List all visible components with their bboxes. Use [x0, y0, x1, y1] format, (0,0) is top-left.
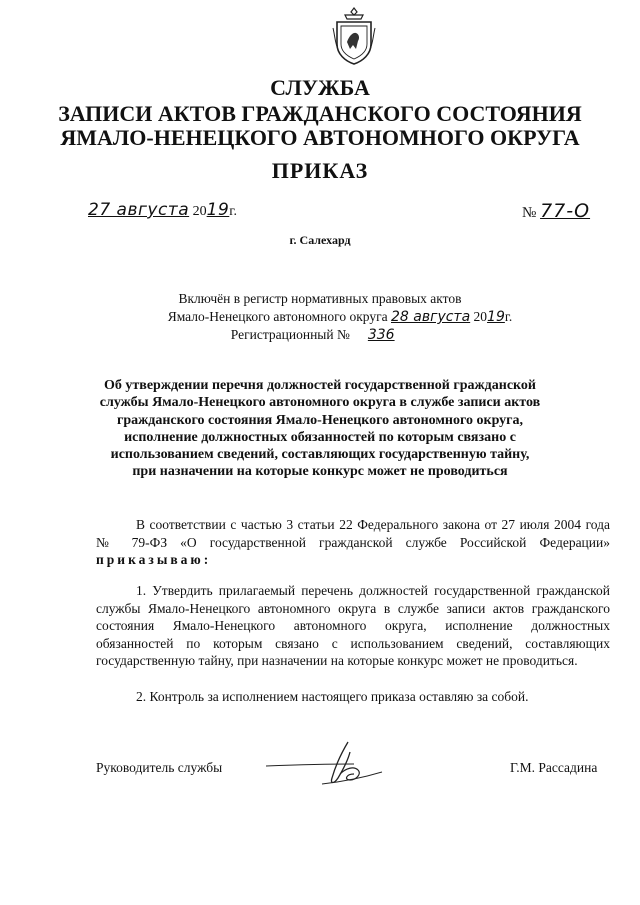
org-title-line1: СЛУЖБА — [270, 75, 370, 100]
registration-line1: Включён в регистр нормативных правовых актов — [178, 291, 462, 306]
number-sign: № — [522, 205, 537, 221]
order-word: приказываю: — [96, 552, 212, 567]
document-type-heading: ПРИКАЗ — [271, 158, 369, 183]
year-handwritten: 19 — [206, 200, 230, 220]
date-handwritten: 27 августа — [88, 200, 190, 220]
signatory-name: Г.М. Рассадина — [510, 760, 598, 775]
registration-line2: Ямало-Ненецкого автономного округа 28 августа 2019г. — [167, 309, 513, 325]
order-number — [522, 200, 590, 222]
city-label: г. Салехард — [289, 233, 351, 247]
order-item-1: 1. Утвердить прилагаемый перечень должностей государственной гражданской службы Ямало-Ненецкого автономного округа в службе записи актов гражданского состояния Ямало-Ненецкого автономного округа, исполнение должностных обязанностей по которым связано с использованием сведений, составляющих государственную тайну, при назначении на которые конкурс может не проводиться. — [96, 583, 610, 668]
year-suffix: г. — [229, 204, 237, 219]
order-title: Об утверждении перечня должностей государственной гражданской службы Ямало-Ненецкого автономного округа в службе записи актов гражданского состояния Ямало-Ненецкого автономного округа, исполнение должностных обязанностей по которым связано с использованием сведений, составляющих государственную тайну, при назначении на которые конкурс может не проводиться — [99, 378, 541, 480]
org-title-line3: ЯМАЛО-НЕНЕЦКОГО АВТОНОМНОГО ОКРУГА — [60, 125, 580, 150]
org-title-line2: ЗАПИСИ АКТОВ ГРАЖДАНСКОГО СОСТОЯНИЯ — [58, 101, 582, 126]
year-prefix: 20 — [192, 204, 207, 219]
registration-year-handwritten: 19 — [487, 309, 505, 325]
signatory-position: Руководитель службы — [96, 760, 223, 775]
order-date — [88, 200, 237, 220]
registration-number-handwritten: 336 — [367, 327, 395, 343]
registration-line3: Регистрационный № 336 — [0, 326, 640, 344]
order-item-2: 2. Контроль за исполнением настоящего приказа оставляю за собой. — [136, 689, 529, 704]
handwritten-signature — [262, 738, 392, 793]
registration-block — [0, 290, 640, 344]
registration-date-handwritten: 28 августа — [391, 309, 471, 325]
preamble-paragraph: В соответствии с частью 3 статьи 22 Федерального закона от 27 июля 2004 года № 79-ФЗ «О государственной гражданской службе Российской Федерации» приказываю: — [96, 517, 610, 567]
coat-of-arms-emblem — [331, 6, 377, 68]
number-handwritten: 77-О — [540, 200, 591, 222]
